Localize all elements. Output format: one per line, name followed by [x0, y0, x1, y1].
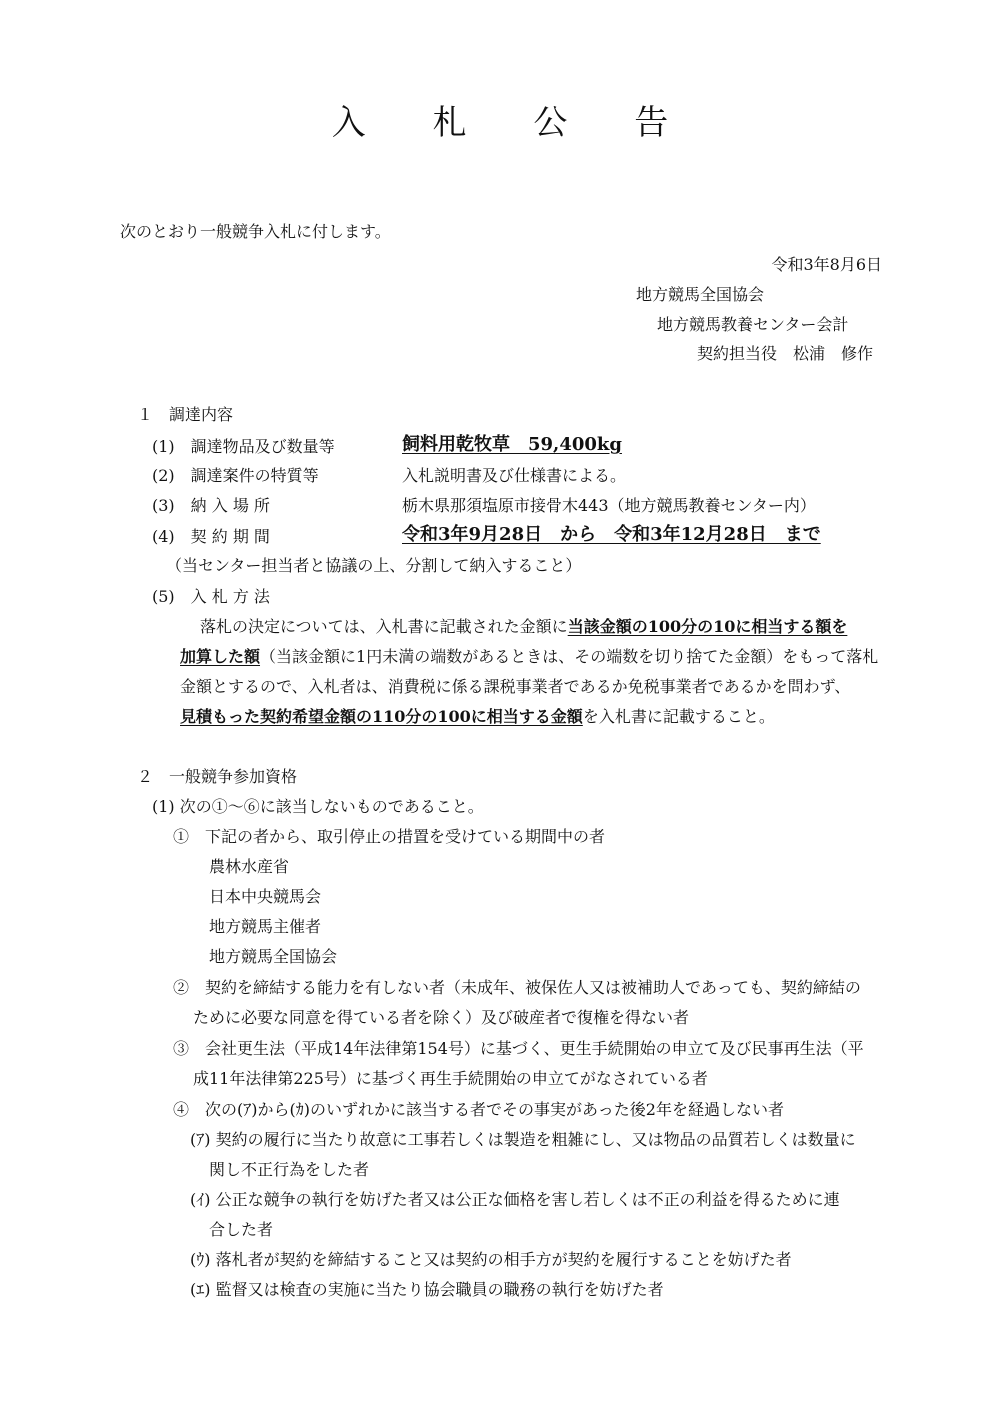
intro-text: 次のとおり一般競争入札に付します。 [120, 222, 391, 241]
method-line-3: 金額とするので、入札者は、消費税に係る課税事業者であるか免税事業者であるかを問わず、 [180, 677, 851, 696]
clause-1: ① 下記の者から、取引停止の措置を受けている期間中の者 [173, 827, 606, 846]
method-emphasis-1: 当該金額の100分の10に相当する額を [567, 617, 848, 636]
clause-2-line-2: ために必要な同意を得ている者を除く）及び破産者で復権を得ない者 [193, 1008, 690, 1027]
clause-2-line-1: ② 契約を締結する能力を有しない者（未成年、被保佐人又は被補助人であっても、契約締結の [173, 978, 861, 997]
section-1-heading: １ 調達内容 [137, 405, 234, 424]
clause-3-line-1: ③ 会社更生法（平成14年法律第154号）に基づく、更生手続開始の申立て及び民事再生法（平 [173, 1039, 864, 1058]
clause-4-a-line-2: 関し不正行為をした者 [209, 1160, 370, 1179]
item-5-label: (5) 入 札 方 法 [152, 587, 270, 606]
clause-4-e: (ｴ) 監督又は検査の実施に当たり協会職員の職務の執行を妨げた者 [190, 1280, 664, 1299]
issuer-officer: 契約担当役 松浦 修作 [697, 344, 874, 363]
item-4-label: (4) 契 約 期 間 [152, 527, 270, 546]
item-2-value: 入札説明書及び仕様書による。 [402, 466, 627, 485]
page-title: 入 札 公 告 [331, 103, 697, 143]
clause-4-u: (ｳ) 落札者が契約を締結すること又は契約の相手方が契約を履行することを妨げた者 [190, 1250, 792, 1269]
section-2-heading: ２ 一般競争参加資格 [137, 767, 298, 786]
clause-3-line-2: 成11年法律第225号）に基づく再生手続開始の申立てがなされている者 [193, 1069, 708, 1088]
item-4-note: （当センター担当者と協議の上、分割して納入すること） [166, 556, 582, 575]
item-2-label: (2) 調達案件の特質等 [152, 466, 319, 485]
clause-1-list-item: 日本中央競馬会 [209, 887, 322, 906]
item-1-label: (1) 調達物品及び数量等 [152, 437, 335, 456]
method-emphasis-3: 見積もった契約希望金額の110分の100に相当する金額 [180, 707, 583, 726]
method-line-4: 見積もった契約希望金額の110分の100に相当する金額を入札書に記載すること。 [180, 707, 775, 726]
issue-date: 令和3年8月6日 [771, 255, 882, 274]
clause-4-i-line-2: 合した者 [209, 1220, 274, 1239]
method-emphasis-2: 加算した額 [180, 647, 261, 666]
item-3-value: 栃木県那須塩原市接骨木443（地方競馬教養センター内） [402, 496, 816, 515]
clause-1-list-item: 農林水産省 [209, 857, 290, 876]
issuer-dept: 地方競馬教養センター会計 [657, 315, 849, 334]
item-1-value: 飼料用乾牧草 59,400kg [402, 434, 622, 455]
item-4-value: 令和3年9月28日 から 令和3年12月28日 まで [402, 524, 821, 545]
clause-4-a-line-1: (ｱ) 契約の履行に当たり故意に工事若しくは製造を粗雑にし、又は物品の品質若しくは数量に [190, 1130, 856, 1149]
clause-1-list-item: 地方競馬全国協会 [209, 947, 338, 966]
method-line-2: 加算した額（当該金額に1円未満の端数があるときは、その端数を切り捨てた金額）をもって落札 [180, 647, 879, 666]
clause-4-i-line-1: (ｲ) 公正な競争の執行を妨げた者又は公正な価格を害し若しくは不正の利益を得るために連 [190, 1190, 840, 1209]
clause-1-list-item: 地方競馬主催者 [209, 917, 322, 936]
item-3-label: (3) 納 入 場 所 [152, 496, 270, 515]
section-2-sub-1: (1) 次の①～⑥に該当しないものであること。 [152, 797, 484, 816]
method-line-1: 落札の決定については、入札書に記載された金額に当該金額の100分の10に相当する額を [200, 617, 848, 636]
issuer-org: 地方競馬全国協会 [636, 285, 765, 304]
clause-4: ④ 次の(ｱ)から(ｶ)のいずれかに該当する者でその事実があった後2年を経過しない者 [173, 1100, 784, 1119]
